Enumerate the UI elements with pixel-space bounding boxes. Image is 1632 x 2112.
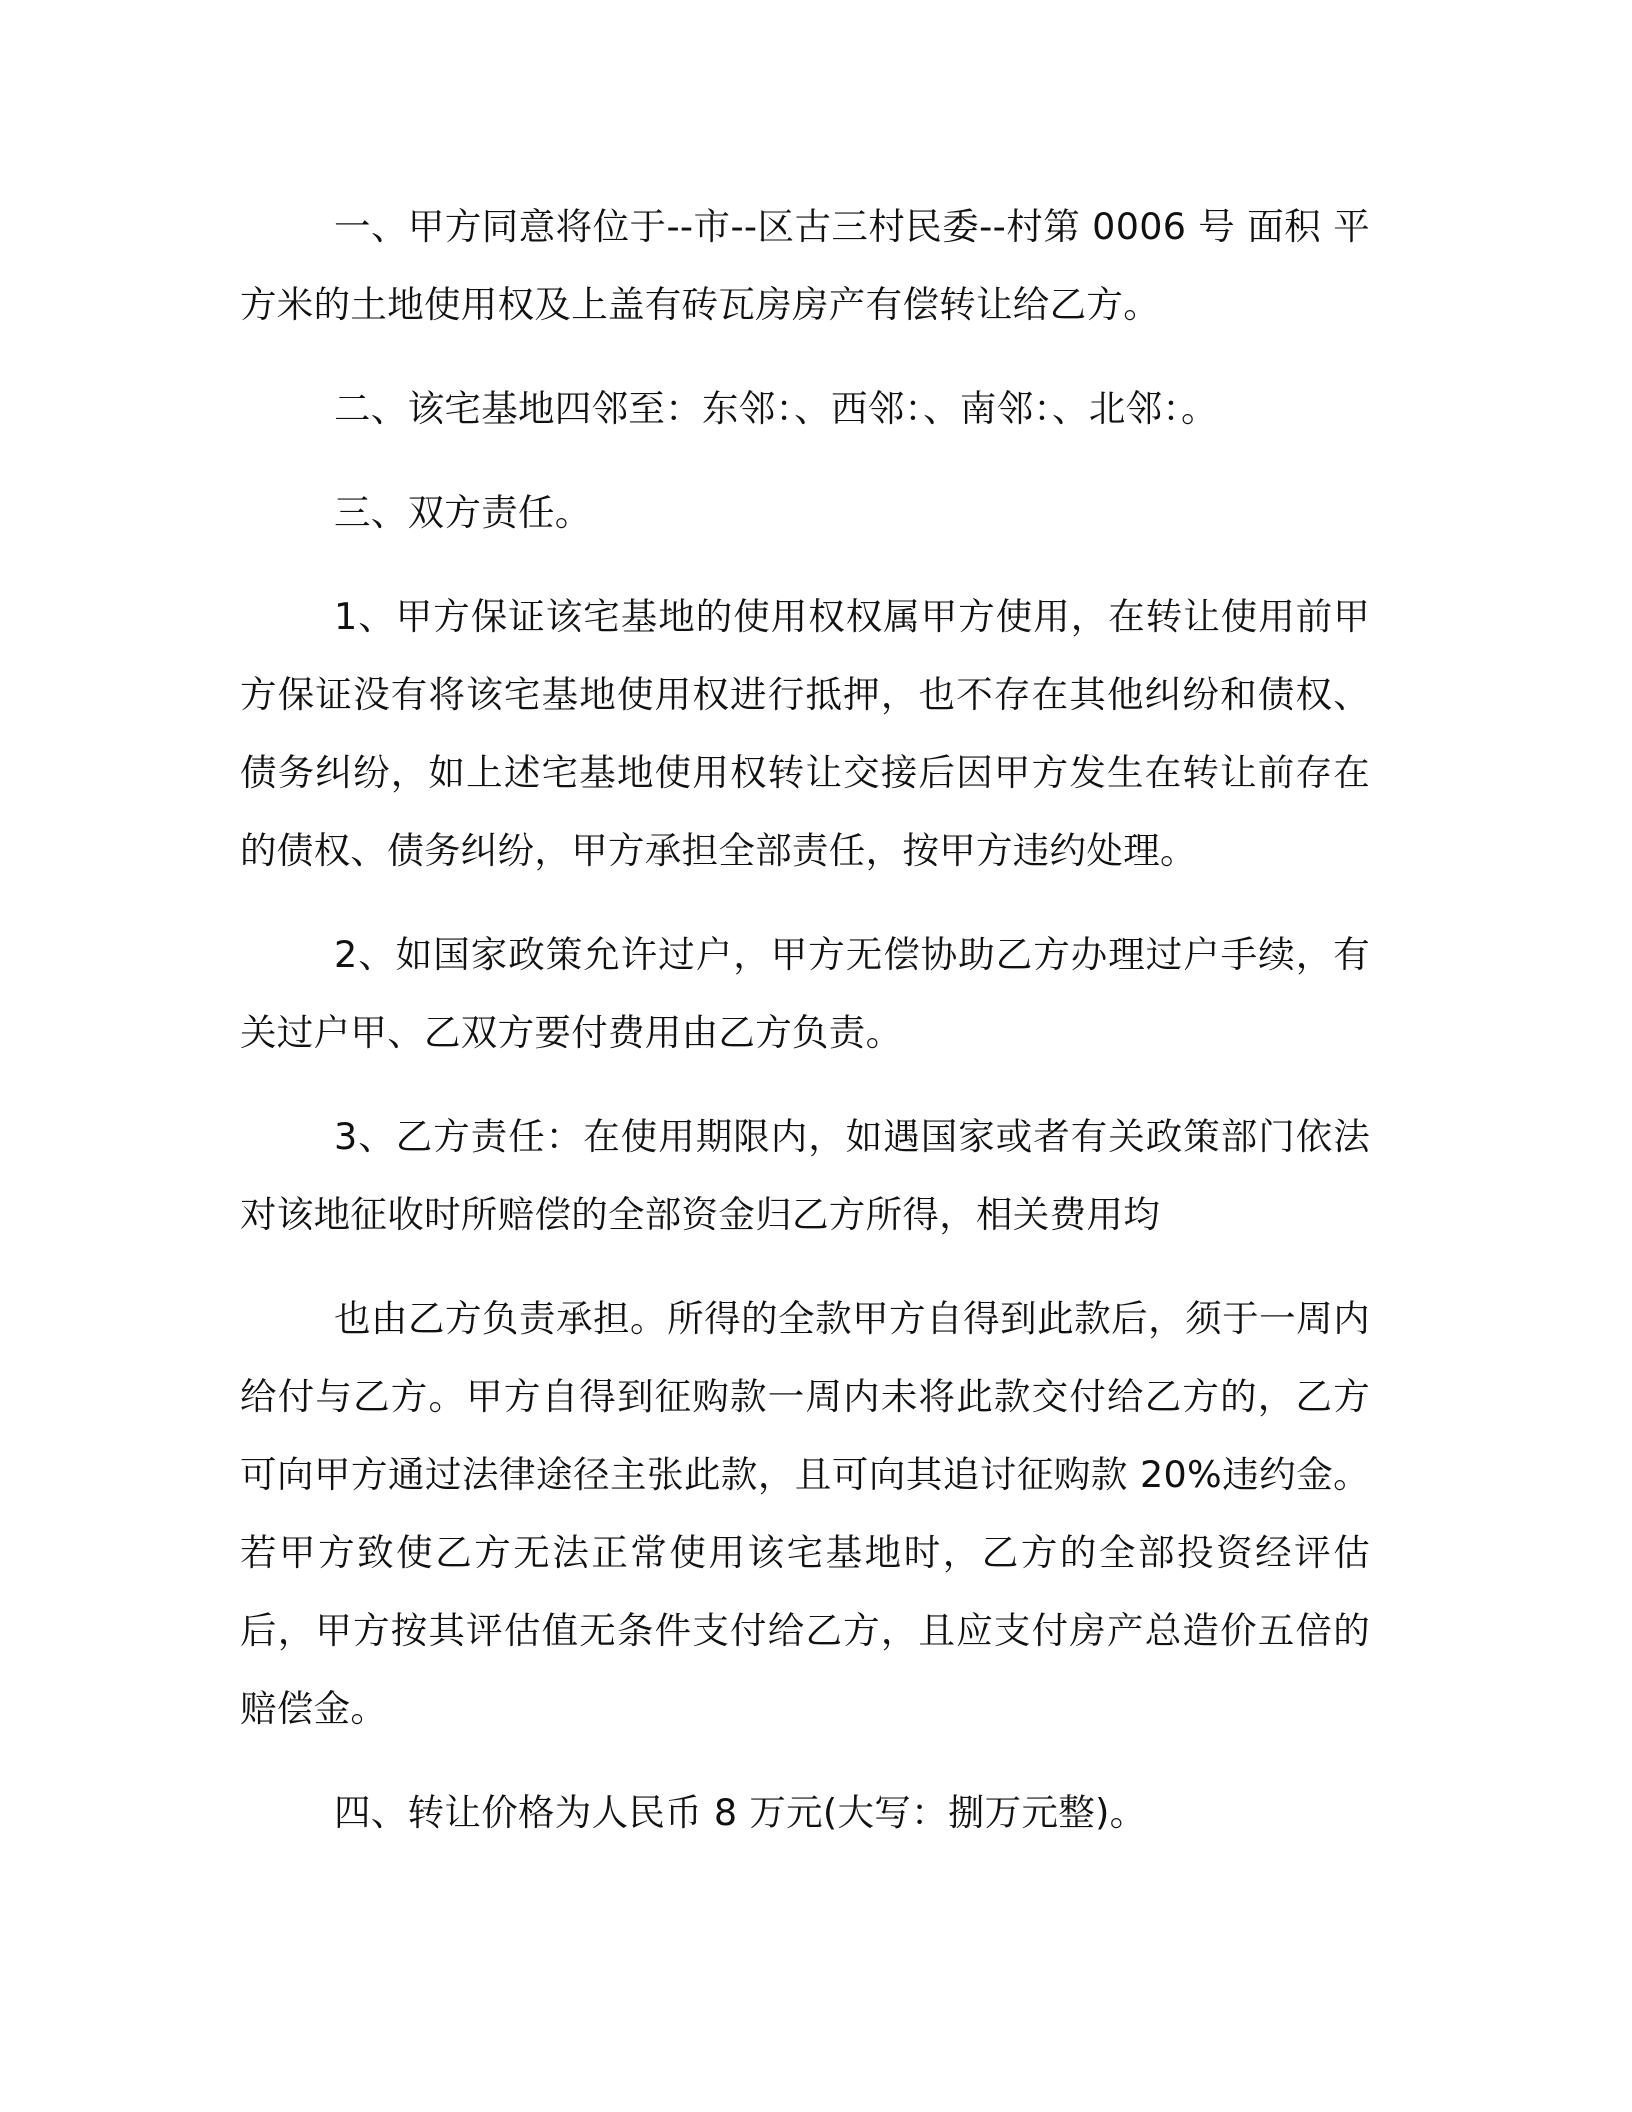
clause-3-item-1: 1、甲方保证该宅基地的使用权权属甲方使用，在转让使用前甲方保证没有将该宅基地使用权进行抵押，也不存在其他纠纷和债权、债务纠纷，如上述宅基地使用权转让交接后因甲方发生在转让前存在的债权、债务纠纷，甲方承担全部责任，按甲方违约处理。 xyxy=(240,595,1370,872)
clause-3-item-3: 3、乙方责任：在使用期限内，如遇国家或者有关政策部门依法对该地征收时所赔偿的全部资金归乙方所得，相关费用均 xyxy=(240,1115,1370,1236)
document-body xyxy=(240,188,1370,1852)
clause-3-item-2: 2、如国家政策允许过户，甲方无偿协助乙方办理过户手续，有关过户甲、乙双方要付费用由乙方负责。 xyxy=(240,933,1370,1054)
clause-3-heading: 三、双方责任。 xyxy=(334,491,592,534)
clause-3-item-3-continued: 也由乙方负责承担。所得的全款甲方自得到此款后，须于一周内给付与乙方。甲方自得到征购款一周内未将此款交付给乙方的，乙方可向甲方通过法律途径主张此款，且可向其追讨征购款 20%违约金。若甲方致使乙方无法正常使用该宅基地时，乙方的全部投资经评估后，甲方按其评估值无条件支付给乙方，且应支付房产总造价五倍的赔偿金。 xyxy=(240,1297,1370,1730)
clause-2-boundaries: 二、该宅基地四邻至：东邻：、西邻：、南邻：、北邻：。 xyxy=(334,387,1218,430)
clause-1-transfer: 一、甲方同意将位于--市--区古三村民委--村第 0006 号 面积 平方米的土地使用权及上盖有砖瓦房房产有偿转让给乙方。 xyxy=(240,205,1370,326)
clause-4-price: 四、转让价格为人民币 8 万元(大写：捌万元整)。 xyxy=(334,1791,1147,1834)
